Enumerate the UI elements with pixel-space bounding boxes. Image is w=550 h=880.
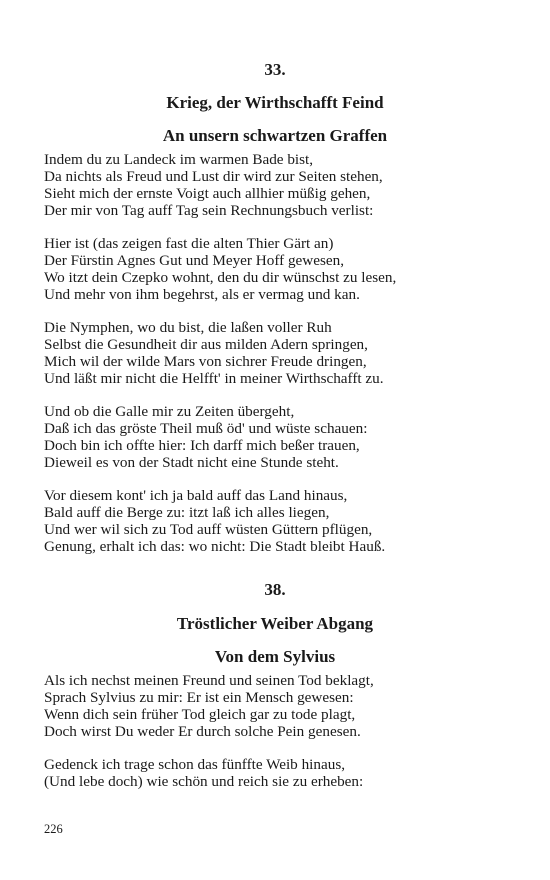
verse-line: Der mir von Tag auff Tag sein Rechnungsbuch verlist:: [44, 202, 374, 219]
verse-line: Und läßt mir nicht die Helfft' in meiner Wirthschafft zu.: [44, 370, 384, 387]
verse-line: Hier ist (das zeigen fast die alten Thier Gärt an): [44, 235, 334, 252]
verse-line: (Und lebe doch) wie schön und reich sie zu erheben:: [44, 773, 364, 790]
verse-line: Als ich nechst meinen Freund und seinen Tod beklagt,: [44, 672, 374, 689]
verse-line: Genung, erhalt ich das: wo nicht: Die Stadt bleibt Hauß.: [44, 538, 386, 555]
stanza: [44, 403, 514, 471]
verse-line: Mich wil der wilde Mars von sichrer Freude dringen,: [44, 353, 367, 370]
verse-line: Und ob die Galle mir zu Zeiten übergeht,: [44, 403, 295, 420]
stanza: [44, 672, 514, 740]
verse-line: Und wer wil sich zu Tod auff wüsten Güttern pflügen,: [44, 521, 373, 538]
poem-number: 38.: [264, 580, 286, 599]
verse-line: Dieweil es von der Stadt nicht eine Stunde steht.: [44, 454, 339, 471]
poem-number: 33.: [264, 60, 286, 79]
stanza: [44, 319, 514, 387]
page-number: 226: [44, 822, 63, 836]
verse-line: Doch bin ich offte hier: Ich darff mich beßer trauen,: [44, 437, 360, 454]
verse-line: Daß ich das gröste Theil muß öd' und wüste schauen:: [44, 420, 368, 437]
verse-line: Bald auff die Berge zu: itzt laß ich alles liegen,: [44, 504, 330, 521]
verse-line: Selbst die Gesundheit dir aus milden Adern springen,: [44, 336, 368, 353]
poem-dedication: Von dem Sylvius: [214, 647, 336, 666]
verse-line: Vor diesem kont' ich ja bald auff das Land hinaus,: [44, 487, 348, 504]
verse-line: Und mehr von ihm begehrst, als er vermag und kan.: [44, 286, 360, 303]
poem-title: Tröstlicher Weiber Abgang: [176, 614, 374, 633]
stanza: [44, 487, 514, 555]
verse-line: Sieht mich der ernste Voigt auch allhier müßig gehen,: [44, 185, 371, 202]
stanza: [44, 235, 514, 303]
verse-line: Da nichts als Freud und Lust dir wird zur Seiten stehen,: [44, 168, 383, 185]
verse-line: Wo itzt dein Czepko wohnt, den du dir wünschst zu lesen,: [44, 269, 397, 286]
verse-line: Die Nymphen, wo du bist, die laßen voller Ruh: [44, 319, 332, 336]
verse-line: Wenn dich sein früher Tod gleich gar zu tode plagt,: [44, 706, 356, 723]
poem-title: Krieg, der Wirthschafft Feind: [166, 93, 384, 112]
stanza: [44, 756, 514, 790]
verse-line: Indem du zu Landeck im warmen Bade bist,: [44, 151, 314, 168]
verse-line: Sprach Sylvius zu mir: Er ist ein Mensch gewesen:: [44, 689, 354, 706]
poem-dedication: An unsern schwartzen Graffen: [162, 126, 388, 145]
verse-line: Der Fürstin Agnes Gut und Meyer Hoff gewesen,: [44, 252, 345, 269]
verse-line: Doch wirst Du weder Er durch solche Pein genesen.: [44, 723, 361, 740]
verse-line: Gedenck ich trage schon das fünffte Weib hinaus,: [44, 756, 346, 773]
stanza: [44, 151, 514, 219]
